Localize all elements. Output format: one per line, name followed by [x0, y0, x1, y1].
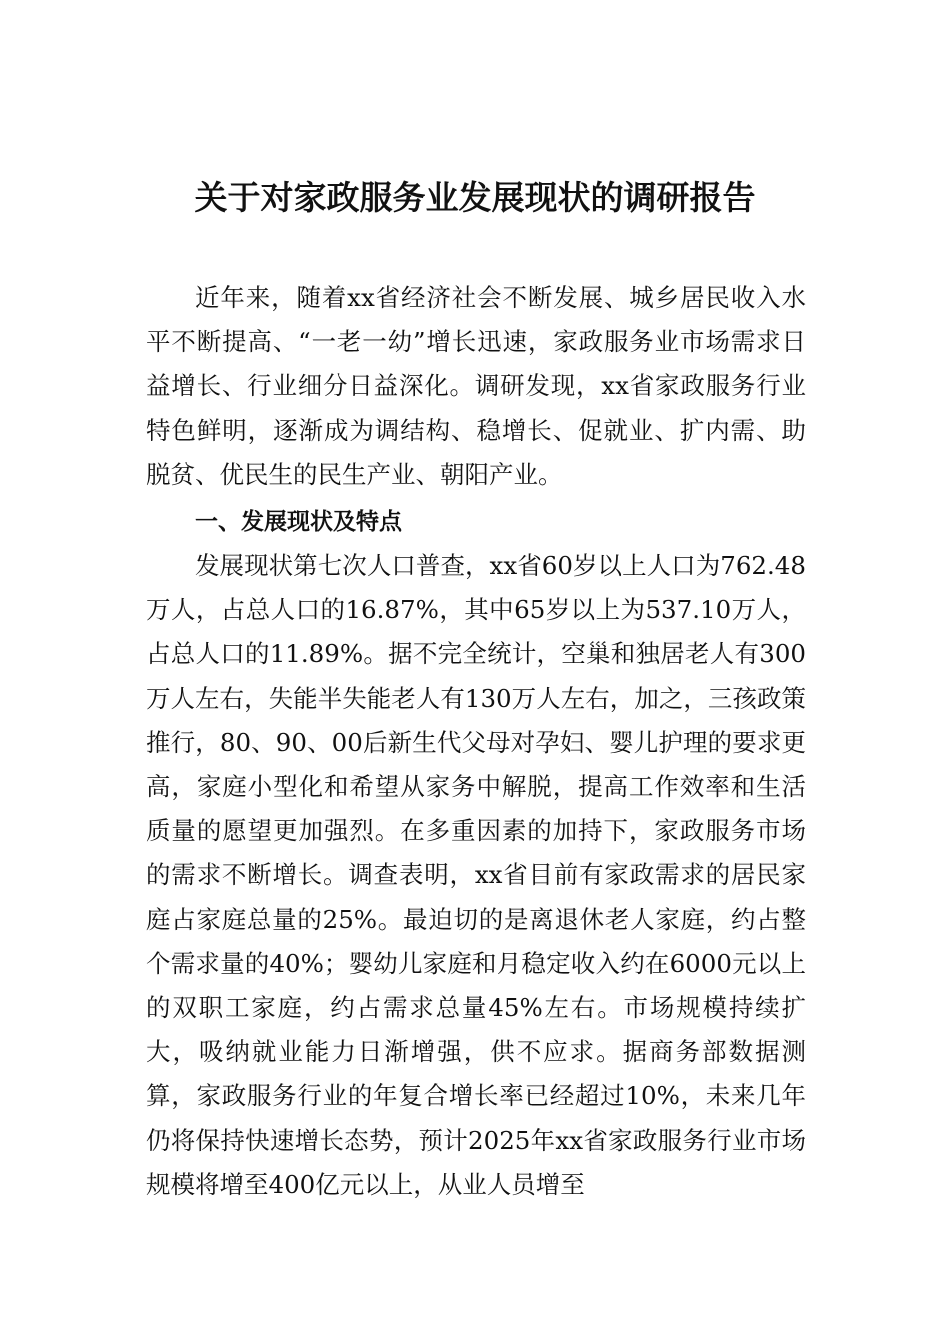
section-heading: 一、发展现状及特点 [195, 509, 402, 535]
section-paragraph: 发展现状第七次人口普查，xx省60岁以上人口为762.48万人，占总人口的16.87%，其中65岁以上为537.10万人，占总人口的11.89%。据不完全统计，空巢和独居老人有300万人左右，失能半失能老人有130万人左右，加之，三孩政策推行，80、90、00后新生代父母对孕妇、婴儿护理的要求更高，家庭小型化和希望从家务中解脱，提高工作效率和生活质量的愿望更加强烈。在多重因素的加持下，家政服务市场的需求不断增长。调查表明，xx省目前有家政需求的居民家庭占家庭总量的25%。最迫切的是离退休老人家庭，约占整个需求量的40%；婴幼儿家庭和月稳定收入约在6000元以上的双职工家庭，约占需求总量45%左右。市场规模持续扩大，吸纳就业能力日渐增强，供不应求。据商务部数据测算，家政服务行业的年复合增长率已经超过10%，未来几年仍将保持快速增长态势，预计2025年xx省家政服务行业市场规模将增至400亿元以上，从业人员增至 [146, 551, 806, 1199]
document-title: 关于对家政服务业发展现状的调研报告 [194, 178, 756, 217]
intro-paragraph: 近年来，随着xx省经济社会不断发展、城乡居民收入水平不断提高、“一老一幼”增长迅速，家政服务业市场需求日益增长、行业细分日益深化。调研发现，xx省家政服务行业特色鲜明，逐渐成为调结构、稳增长、促就业、扩内需、助脱贫、优民生的民生产业、朝阳产业。 [146, 283, 806, 489]
